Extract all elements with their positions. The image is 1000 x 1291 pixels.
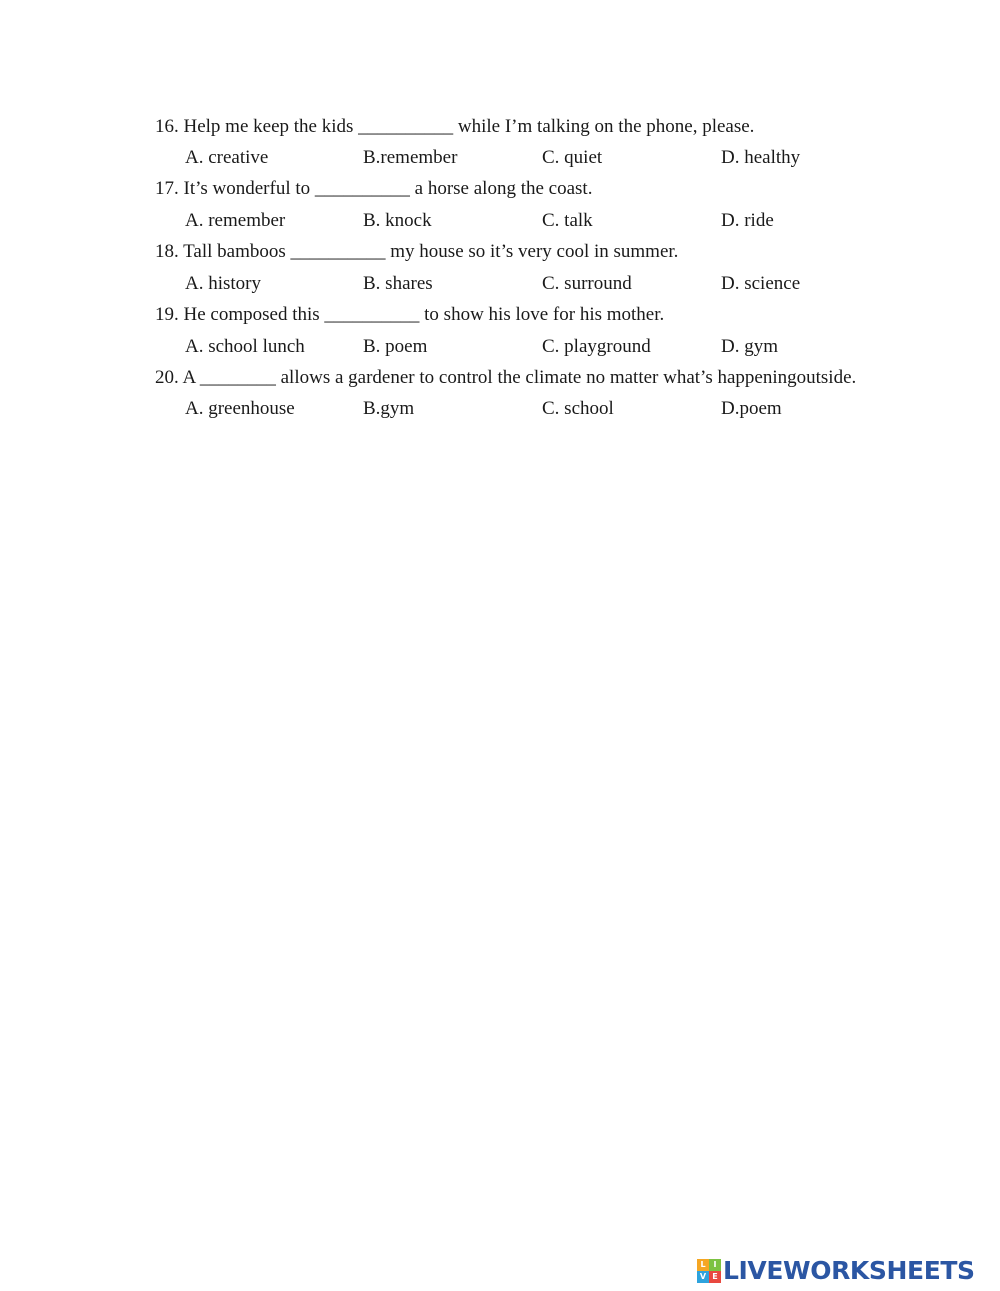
question-16-option-a: A. creative xyxy=(185,147,269,168)
question-18-option-c: C. surround xyxy=(542,273,632,294)
question-16-option-b: B.remember xyxy=(363,147,458,168)
question-19-stem: 19. He composed this __________ to show his love for his mother. xyxy=(155,304,665,325)
live-logo-icon xyxy=(697,1259,721,1283)
question-20-option-b: B.gym xyxy=(363,398,415,419)
question-17-option-d: D. ride xyxy=(721,210,774,231)
question-19-option-b: B. poem xyxy=(363,336,428,357)
liveworksheets-logo[interactable] xyxy=(697,1257,975,1285)
question-20-option-a: A. greenhouse xyxy=(185,398,295,419)
question-19-option-a: A. school lunch xyxy=(185,336,305,357)
question-16-option-c: C. quiet xyxy=(542,147,603,168)
question-19-option-d: D. gym xyxy=(721,336,778,357)
question-16-stem: 16. Help me keep the kids __________ while I’m talking on the phone, please. xyxy=(155,116,755,137)
question-20-option-d: D.poem xyxy=(721,398,782,419)
question-20-stem: 20. A ________ allows a gardener to control the climate no matter what’s happeningoutside. xyxy=(155,367,857,388)
question-17-option-a: A. remember xyxy=(185,210,286,231)
question-17-option-c: C. talk xyxy=(542,210,593,231)
question-17-option-b: B. knock xyxy=(363,210,432,231)
logo-letter-v: V xyxy=(697,1271,709,1283)
logo-letter-i: I xyxy=(709,1259,721,1271)
question-18-option-d: D. science xyxy=(721,273,801,294)
question-20-option-c: C. school xyxy=(542,398,614,419)
question-16-option-d: D. healthy xyxy=(721,147,801,168)
question-17-stem: 17. It’s wonderful to __________ a horse along the coast. xyxy=(155,178,593,199)
question-18-stem: 18. Tall bamboos __________ my house so it’s very cool in summer. xyxy=(155,241,679,262)
logo-wordmark: LIVEWORKSHEETS xyxy=(723,1256,975,1285)
question-18-option-a: A. history xyxy=(185,273,261,294)
logo-letter-e: E xyxy=(709,1271,721,1283)
logo-letter-l: L xyxy=(697,1259,709,1271)
question-19-option-c: C. playground xyxy=(542,336,651,357)
question-18-option-b: B. shares xyxy=(363,273,433,294)
